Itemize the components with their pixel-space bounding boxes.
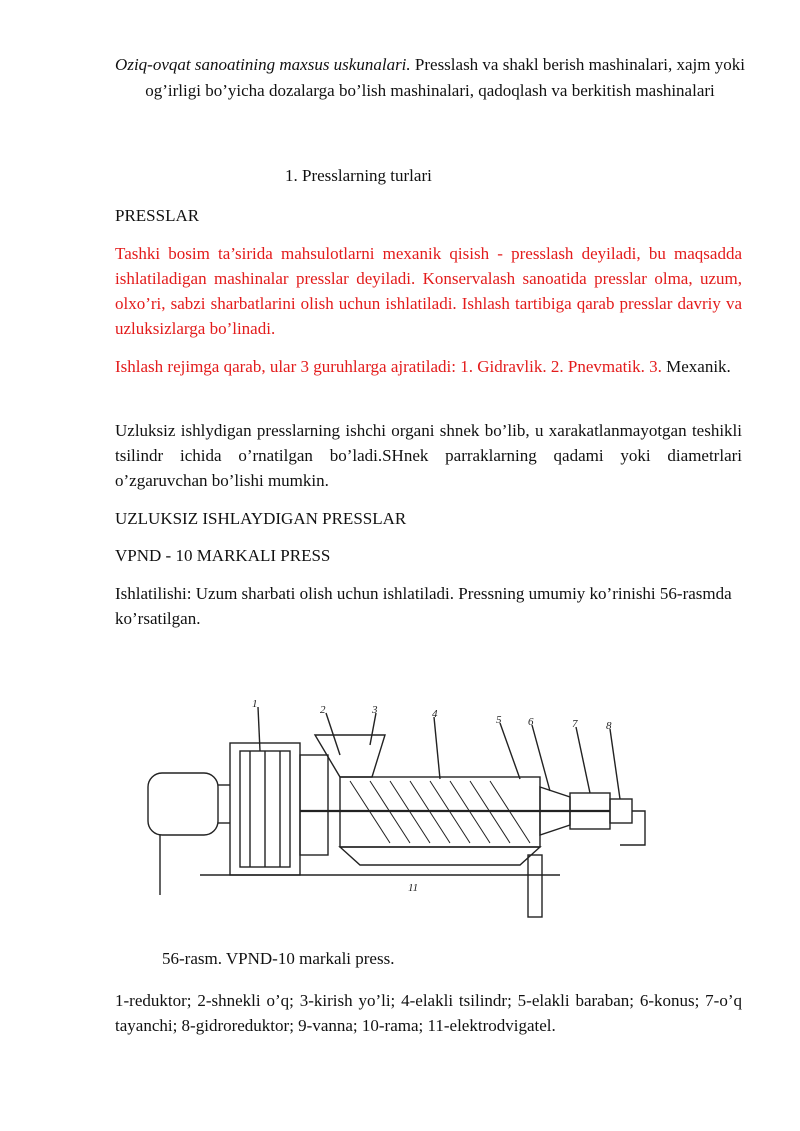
press-diagram [140, 695, 660, 925]
hopper-shape [315, 735, 385, 777]
figure-label-2: 2 [320, 704, 326, 716]
figure-caption: 56-rasm. VPND-10 markali press. [162, 949, 395, 968]
heading-presslar: PRESSLAR [115, 206, 200, 225]
figure-label-6: 6 [528, 716, 534, 728]
figure-label-11: 11 [408, 882, 419, 894]
figure-label-1: 1 [252, 698, 258, 710]
figure-label-7: 7 [572, 718, 578, 730]
paragraph-groups-red: Ishlash rejimga qarab, ular 3 guruhlarga ajratiladi: 1. Gidravlik. 2. Pnevmatik. 3. [115, 357, 662, 376]
paragraph-usage: Ishlatilishi: Uzum sharbati olish uchun ishlatiladi. Pressning umumiy ko’rinishi 56-rasmda ko’rsatilgan. [115, 584, 732, 628]
title-rest: Presslash va shakl berish mashinalari, xajm yoki og’irligi bo’yicha dozalarga bo’lish mashinalari, qadoqlash va berkitish mashinalari [145, 55, 745, 100]
paragraph-groups-black: Mexanik. [661, 357, 731, 376]
figure-label-5: 5 [496, 714, 502, 726]
figure-label-3: 3 [372, 704, 378, 716]
figure-label-4: 4 [432, 708, 438, 720]
paragraph-definition: Tashki bosim ta’sirida mahsulotlarni mexanik qisish - presslash deyiladi, bu maqsadda ishlatiladigan mashinalar presslar deyiladi. Konservalash sanoatida presslar olma, uzum, olxo’ri, sabzi sharbatlarini olish uchun ishlatiladi. Ishlash tartibiga qarab presslar davriy va uzluksizlarga bo’linadi. [115, 244, 742, 338]
paragraph-shnek: Uzluksiz ishlydigan presslarning ishchi organi shnek bo’lib, u xarakatlanmayotgan teshikli tsilindr ichida o’rnatilgan bo’ladi.SHnek parraklarning qadami yoki diametrlari o’zgaruvchan bo’lishi mumkin. [115, 421, 742, 490]
figure-label-8: 8 [606, 720, 612, 732]
motor-shape [148, 773, 218, 835]
heading-uzluksiz: UZLUKSIZ ISHLAYDIGAN PRESSLAR [115, 509, 407, 528]
paragraph-groups [115, 354, 742, 379]
heading-vpnd: VPND - 10 MARKALI PRESS [115, 546, 331, 565]
tank-shape [340, 847, 540, 865]
press-drawing [140, 695, 660, 925]
section-heading: 1. Presslarning turlari [285, 166, 432, 185]
document-title [112, 52, 748, 104]
title-italic: Oziq-ovqat sanoatining maxsus uskunalari. [115, 55, 411, 74]
figure-legend: 1-reduktor; 2-shnekli o’q; 3-kirish yo’li; 4-elakli tsilindr; 5-elakli baraban; 6-konus; 7-o’q tayanchi; 8-gidroreduktor; 9-vanna; 10-rama; 11-elektrodvigatel. [115, 991, 742, 1035]
